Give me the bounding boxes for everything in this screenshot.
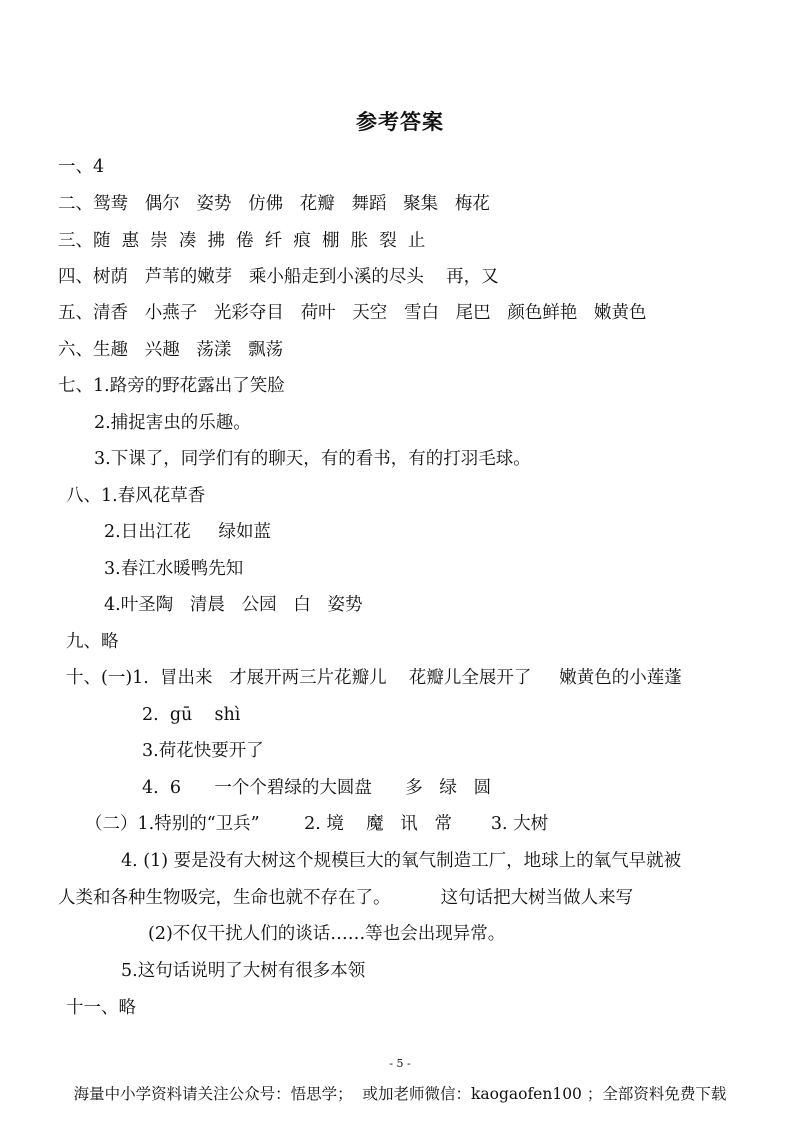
answer-line-2: 二、鸳鸯 偶尔 姿势 仿佛 花瓣 舞蹈 聚集 梅花: [58, 194, 490, 214]
answer-line-13: 4.叶圣陶 清晨 公园 白 姿势: [104, 595, 363, 615]
page-number: - 5 -: [389, 1057, 411, 1070]
answer-line-14: 九、略: [66, 632, 119, 652]
answer-line-7: 七、1.路旁的野花露出了笑脸: [58, 376, 285, 396]
answer-line-12: 3.春江水暖鸭先知: [104, 559, 244, 579]
answer-line-8: 2.捕捉害虫的乐趣。: [94, 413, 251, 433]
answer-line-1: 一、4: [58, 157, 105, 177]
answer-line-21: 人类和各种生物吸完，生命也就不存在了。 这句话把大树当做人来写: [58, 888, 634, 908]
answer-line-4: 四、树荫 芦苇的嫩芽 乘小船走到小溪的尽头 再，又: [58, 267, 499, 287]
answer-line-23: 5.这句话说明了大树有很多本领: [121, 961, 366, 981]
answer-line-6: 六、生趣 兴趣 荡漾 飘荡: [58, 340, 284, 360]
answer-line-19: （二）1.特别的“卫兵” 2. 境 魔 讯 常 3. 大树: [85, 814, 549, 834]
footer-note: 海量中小学资料请关注公众号：悟思学； 或加老师微信：kaogaofen100 ；全部资料免费下载: [73, 1085, 727, 1103]
answer-line-16: 2. gū shì: [142, 705, 241, 725]
answer-line-5: 五、清香 小燕子 光彩夺目 荷叶 天空 雪白 尾巴 颜色鲜艳 嫩黄色: [58, 303, 647, 323]
answer-line-10: 八、1.春风花草香: [66, 486, 206, 506]
answer-line-20: 4. (1) 要是没有大树这个规模巨大的氧气制造工厂，地球上的氧气早就被: [121, 851, 682, 871]
answer-line-18: 4. 6 一个个碧绿的大圆盘 多 绿 圆: [142, 778, 492, 798]
page-title: 参考答案: [356, 110, 444, 134]
answer-line-9: 3.下课了，同学们有的聊天，有的看书，有的打羽毛球。: [94, 449, 531, 469]
answer-line-24: 十一、略: [66, 998, 136, 1018]
answer-line-22: (2)不仅干扰人们的谈话……等也会出现异常。: [148, 924, 506, 944]
answer-line-3: 三、随 惠 崇 凑 拂 倦 纤 痕 棚 胀 裂 止: [58, 231, 426, 251]
answer-line-11: 2.日出江花 绿如蓝: [104, 522, 272, 542]
answer-line-15: 十、(一)1. 冒出来 才展开两三片花瓣儿 花瓣儿全展开了 嫩黄色的小莲蓬: [66, 668, 682, 688]
answer-line-17: 3.荷花快要开了: [142, 741, 264, 761]
